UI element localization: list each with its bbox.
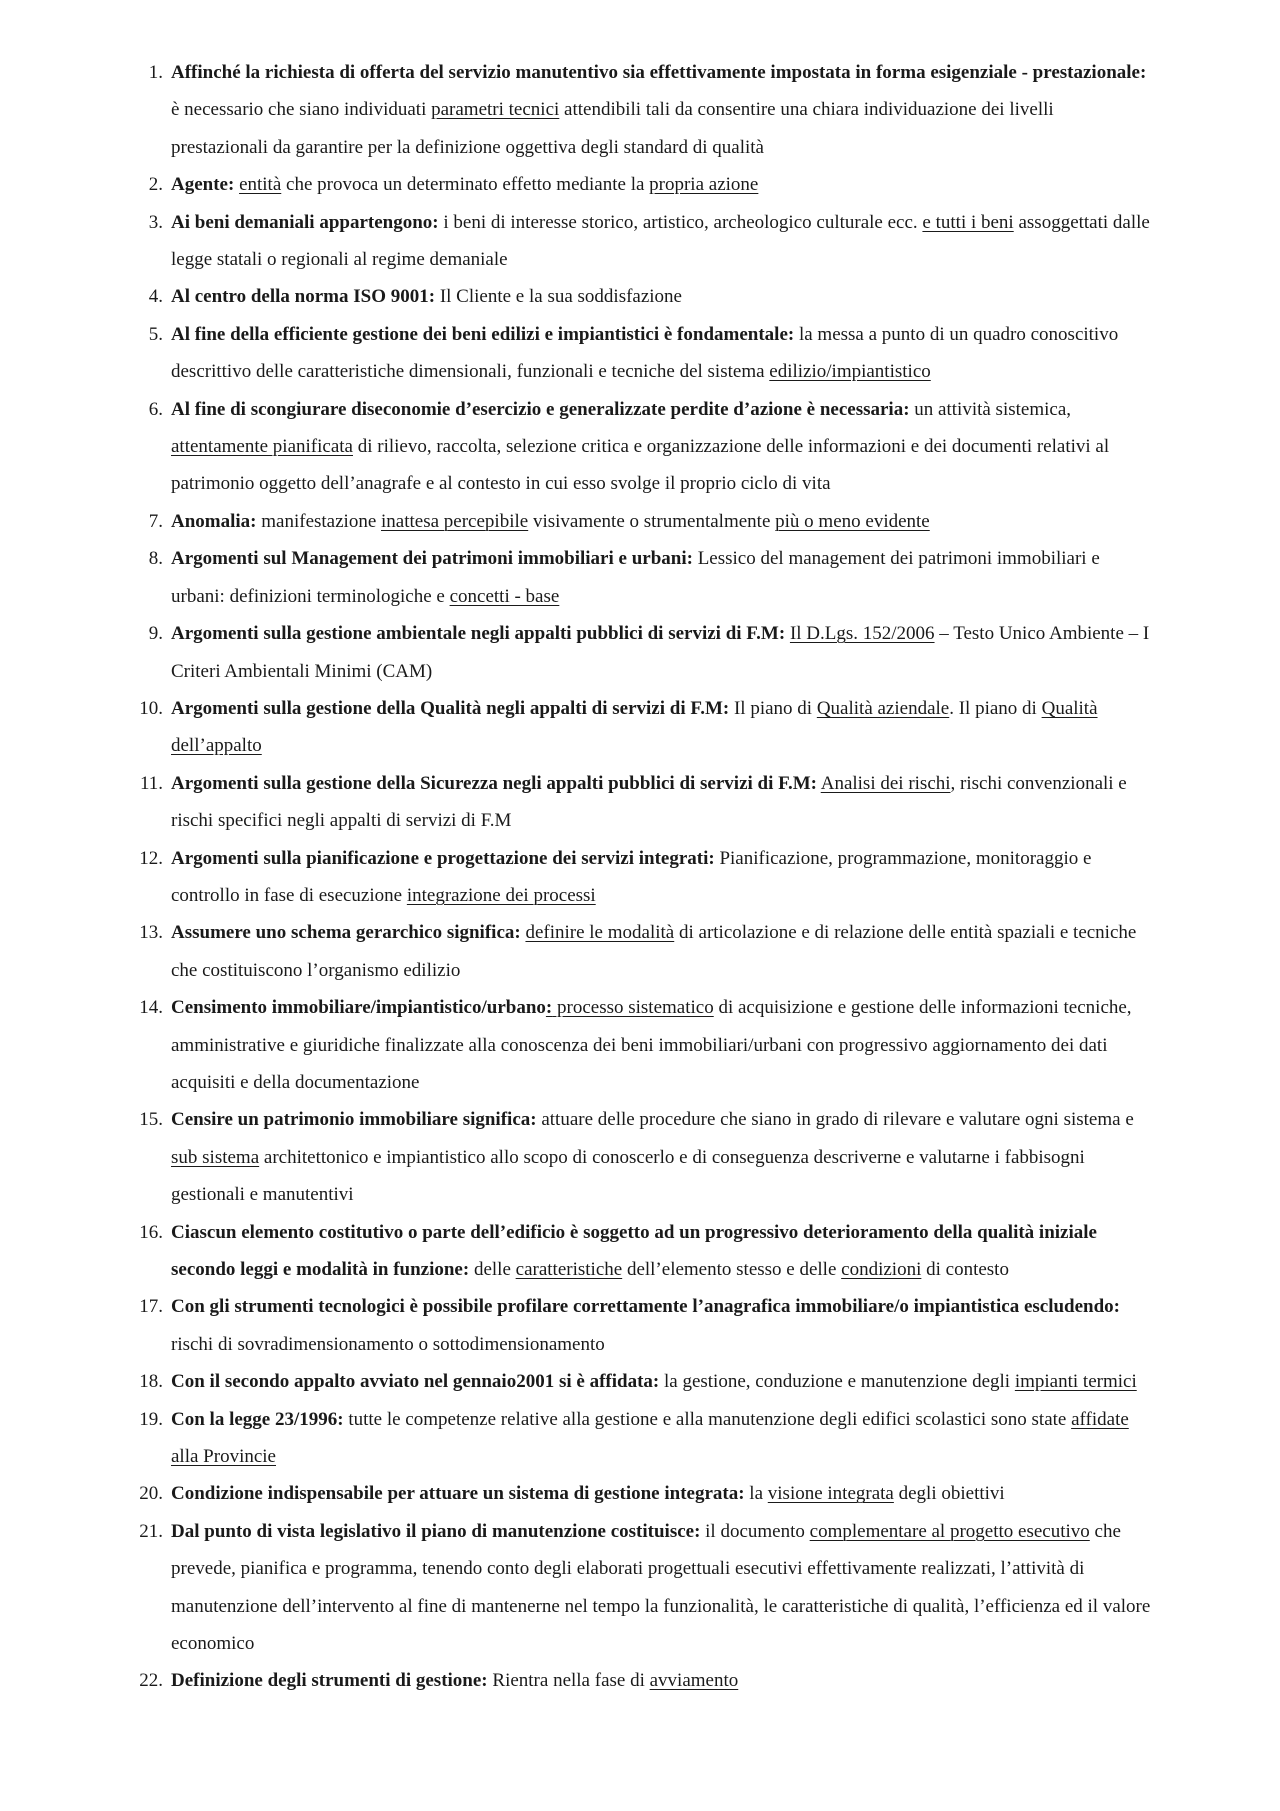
underlined-keyword: visione integrata — [767, 1483, 894, 1505]
question-text: Ai beni demaniali appartengono: — [171, 211, 439, 233]
item-number: 22. — [139, 1670, 163, 1692]
list-item — [125, 615, 1155, 690]
underlined-keyword: definire le modalità — [525, 922, 675, 944]
item-text — [171, 548, 1100, 606]
answer-text: è necessario che siano individuati — [171, 99, 432, 121]
list-item — [125, 1288, 1155, 1363]
underlined-keyword: sub sistema — [171, 1146, 260, 1168]
answer-text: la gestione, conduzione e manutenzione degli — [659, 1371, 1015, 1393]
item-text — [171, 623, 1149, 681]
glossary-list — [125, 54, 1155, 1700]
question-text: Argomenti sulla gestione ambientale negli appalti pubblici di servizi di F.M: — [171, 623, 786, 645]
item-number: 10. — [139, 697, 163, 719]
list-item — [125, 204, 1155, 279]
answer-text: la — [744, 1483, 768, 1505]
list-item — [125, 1363, 1155, 1400]
list-item — [125, 765, 1155, 840]
answer-text: attuare delle procedure che siano in grado di rilevare e valutare ogni sistema e — [536, 1109, 1134, 1131]
item-number: 20. — [139, 1483, 163, 1505]
list-item — [125, 1401, 1155, 1476]
question-text: Censire un patrimonio immobiliare significa: — [171, 1109, 537, 1131]
item-number: 11. — [139, 772, 163, 794]
answer-text: rischi di sovradimensionamento o sottodimensionamento — [171, 1333, 605, 1355]
underlined-keyword: edilizio/impiantistico — [769, 361, 931, 383]
answer-text: che provoca un determinato effetto mediante la — [281, 174, 650, 196]
item-text — [171, 511, 930, 532]
list-item — [125, 1101, 1155, 1213]
underlined-keyword: Qualità aziendale — [816, 697, 950, 719]
underlined-keyword: Analisi dei rischi — [820, 772, 951, 794]
list-item — [125, 54, 1155, 166]
question-text: Al centro della norma ISO 9001: — [171, 286, 436, 308]
underlined-keyword: parametri tecnici — [431, 99, 560, 121]
list-item — [125, 1662, 1155, 1699]
list-item — [125, 540, 1155, 615]
item-text — [171, 1409, 1129, 1467]
answer-text: la messa a punto di un quadro conoscitivo descrittivo delle caratteristiche dimensionali, funzionali e tecniche del sistema — [171, 323, 1119, 383]
answer-text: delle — [469, 1259, 516, 1280]
answer-text: di contesto — [921, 1259, 1009, 1280]
question-text: Anomalia: — [171, 510, 257, 532]
item-text — [171, 324, 1118, 382]
answer-text: Rientra nella fase di — [487, 1670, 650, 1692]
answer-text: visivamente o strumentalmente — [528, 510, 776, 532]
question-text: Ciascun elemento costitutivo o parte dell’edificio è soggetto ad un progressivo deterioramento della qualità iniziale secondo leggi e modalità in funzione: — [171, 1221, 1097, 1280]
question-text: Con gli strumenti tecnologici è possibile profilare correttamente l’anagrafica immobiliare/o impiantistica escludendo: — [171, 1296, 1121, 1318]
underlined-keyword: attentamente pianificata — [171, 436, 353, 458]
question-text: : — [545, 997, 553, 1019]
item-number: 21. — [139, 1520, 163, 1542]
item-number: 17. — [139, 1296, 163, 1318]
list-item — [125, 1475, 1155, 1512]
item-number: 2. — [148, 174, 163, 196]
list-item — [125, 166, 1155, 203]
underlined-keyword: inattesa percepibile — [381, 510, 529, 532]
list-item — [125, 914, 1155, 989]
underlined-keyword: entità — [239, 174, 282, 196]
item-number: 18. — [139, 1371, 163, 1393]
answer-text: tutte le competenze relative alla gestione e alla manutenzione degli edifici scolastici sono state — [343, 1408, 1072, 1430]
underlined-keyword: più o meno evidente — [775, 510, 930, 532]
underlined-keyword: affidate alla Provincie — [171, 1408, 1129, 1468]
underlined-keyword: Il D.Lgs. 152/2006 — [789, 623, 935, 645]
item-text — [171, 1521, 1150, 1654]
list-item — [125, 278, 1155, 315]
item-number: 14. — [139, 997, 163, 1019]
item-number: 13. — [139, 922, 163, 944]
question-text: Condizione indispensabile per attuare un sistema di gestione integrata: — [171, 1483, 745, 1505]
question-text: Al fine di scongiurare diseconomie d’esercizio e generalizzate perdite d’azione è necessaria: — [171, 398, 910, 420]
item-text — [171, 62, 1146, 158]
list-item — [125, 1513, 1155, 1663]
answer-text: Lessico del management dei patrimoni immobiliari e urbani: definizioni terminologiche e — [171, 548, 1100, 607]
underlined-keyword: e tutti i beni — [922, 211, 1014, 233]
list-item — [125, 690, 1155, 765]
item-text — [171, 997, 1132, 1093]
list-item — [125, 503, 1155, 540]
item-text — [171, 399, 1109, 495]
answer-text: che prevede, pianifica e programma, tenendo conto degli elaborati progettuali esecutivi effettivamente realizzati, l’attività di manutenzione dell’intervento al fine di mantenerne nel tempo la funzionalità, le caratteristiche di qualità, l’efficienza ed il valore economico — [171, 1520, 1151, 1655]
item-text — [171, 212, 1150, 270]
question-text: Argomenti sulla gestione della Sicurezza negli appalti pubblici di servizi di F.M: — [171, 772, 818, 794]
question-text: Argomenti sulla pianificazione e progettazione dei servizi integrati: — [171, 847, 715, 869]
question-text: Argomenti sulla gestione della Qualità negli appalti di servizi di F.M: — [171, 697, 730, 719]
item-number: 4. — [148, 286, 163, 308]
answer-text: , rischi convenzionali e rischi specifici negli appalti di servizi di F.M — [171, 772, 1127, 832]
question-text: Definizione degli strumenti di gestione: — [171, 1670, 488, 1692]
underlined-keyword: integrazione dei processi — [406, 884, 596, 906]
item-number: 16. — [139, 1221, 163, 1243]
underlined-keyword: avviamento — [649, 1670, 739, 1692]
answer-text: dell’elemento stesso e delle — [622, 1259, 842, 1280]
item-number: 8. — [148, 548, 163, 570]
answer-text: di acquisizione e gestione delle informazioni tecniche, amministrative e giuridiche finalizzate alla conoscenza dei beni immobiliari/urbani con progressivo aggiornamento dei dati acquisiti e della documentazione — [171, 997, 1132, 1093]
question-text: Agente: — [171, 174, 235, 196]
list-item — [125, 316, 1155, 391]
item-number: 9. — [148, 623, 163, 645]
answer-text: di articolazione e di relazione delle entità spaziali e tecniche che costituiscono l’organismo edilizio — [171, 922, 1137, 981]
list-item — [125, 1214, 1155, 1289]
answer-text: attendibili tali da consentire una chiara individuazione dei livelli prestazionali da garantire per la definizione oggettiva degli standard di qualità — [171, 99, 1054, 158]
item-number: 3. — [148, 211, 163, 233]
item-number: 5. — [148, 323, 163, 345]
item-number: 7. — [148, 510, 163, 532]
answer-text: – Testo Unico Ambiente – I Criteri Ambientali Minimi (CAM) — [171, 623, 1150, 682]
item-text — [171, 848, 1091, 906]
answer-text: di rilievo, raccolta, selezione critica e organizzazione delle informazioni e dei documenti relativi al patrimonio oggetto dell’anagrafe e al contesto in cui esso svolge il proprio ciclo di vita — [171, 436, 1110, 495]
question-text: Dal punto di vista legislativo il piano di manutenzione costituisce: — [171, 1520, 701, 1542]
list-item — [125, 989, 1155, 1101]
list-item — [125, 391, 1155, 503]
answer-text: degli obiettivi — [893, 1483, 1005, 1505]
answer-text: Pianificazione, programmazione, monitoraggio e controllo in fase di esecuzione — [171, 847, 1092, 906]
item-text — [171, 174, 758, 195]
underlined-keyword: complementare al progetto esecutivo — [809, 1520, 1090, 1542]
item-text — [171, 773, 1127, 831]
item-text — [171, 286, 682, 307]
item-text — [171, 1483, 1005, 1504]
answer-text: . Il piano di — [949, 697, 1042, 719]
item-text — [171, 698, 1098, 756]
question-text: Al fine della efficiente gestione dei beni edilizi e impiantistici è fondamentale: — [171, 323, 795, 345]
item-text — [171, 922, 1136, 980]
item-number: 6. — [148, 398, 163, 420]
underlined-keyword: propria azione — [649, 174, 759, 196]
answer-text: i beni di interesse storico, artistico, archeologico culturale ecc. — [438, 211, 923, 233]
item-number: 15. — [139, 1109, 163, 1131]
answer-text: il documento — [700, 1520, 810, 1542]
list-item — [125, 840, 1155, 915]
question-text: Con il secondo appalto avviato nel gennaio2001 si è affidata: — [171, 1371, 660, 1393]
answer-text: un attività sistemica, — [909, 398, 1072, 420]
item-number: 19. — [139, 1408, 163, 1430]
underlined-keyword: Qualità dell’appalto — [171, 697, 1098, 757]
question-text: Argomenti sul Management dei patrimoni immobiliari e urbani: — [171, 548, 693, 570]
item-text — [171, 1371, 1137, 1392]
item-text — [171, 1670, 738, 1691]
question-text: Affinché la richiesta di offerta del servizio manutentivo sia effettivamente impostata in forma esigenziale - prestazionale: — [171, 62, 1147, 83]
question-text: Censimento immobiliare/impiantistico/urbano — [171, 997, 546, 1019]
item-number: 1. — [148, 62, 163, 83]
underlined-keyword: processo sistematico — [552, 997, 714, 1019]
item-text — [171, 1222, 1097, 1280]
item-text — [171, 1109, 1134, 1205]
underlined-keyword: condizioni — [841, 1259, 922, 1280]
answer-text: architettonico e impiantistico allo scopo di conoscerlo e di conseguenza descriverne e valutarne i fabbisogni gestionali e manutentivi — [171, 1146, 1085, 1206]
answer-text: Il piano di — [729, 697, 817, 719]
answer-text: manifestazione — [256, 510, 382, 532]
question-text: Con la legge 23/1996: — [171, 1408, 344, 1430]
item-text — [171, 1296, 1120, 1354]
item-number: 12. — [139, 847, 163, 869]
underlined-keyword: concetti - base — [449, 585, 560, 607]
underlined-keyword: caratteristiche — [515, 1259, 623, 1280]
question-text: Assumere uno schema gerarchico significa: — [171, 922, 521, 944]
answer-text: assoggettati dalle legge statali o regionali al regime demaniale — [171, 211, 1150, 271]
answer-text: Il Cliente e la sua soddisfazione — [435, 286, 682, 308]
underlined-keyword: impianti termici — [1014, 1371, 1137, 1393]
